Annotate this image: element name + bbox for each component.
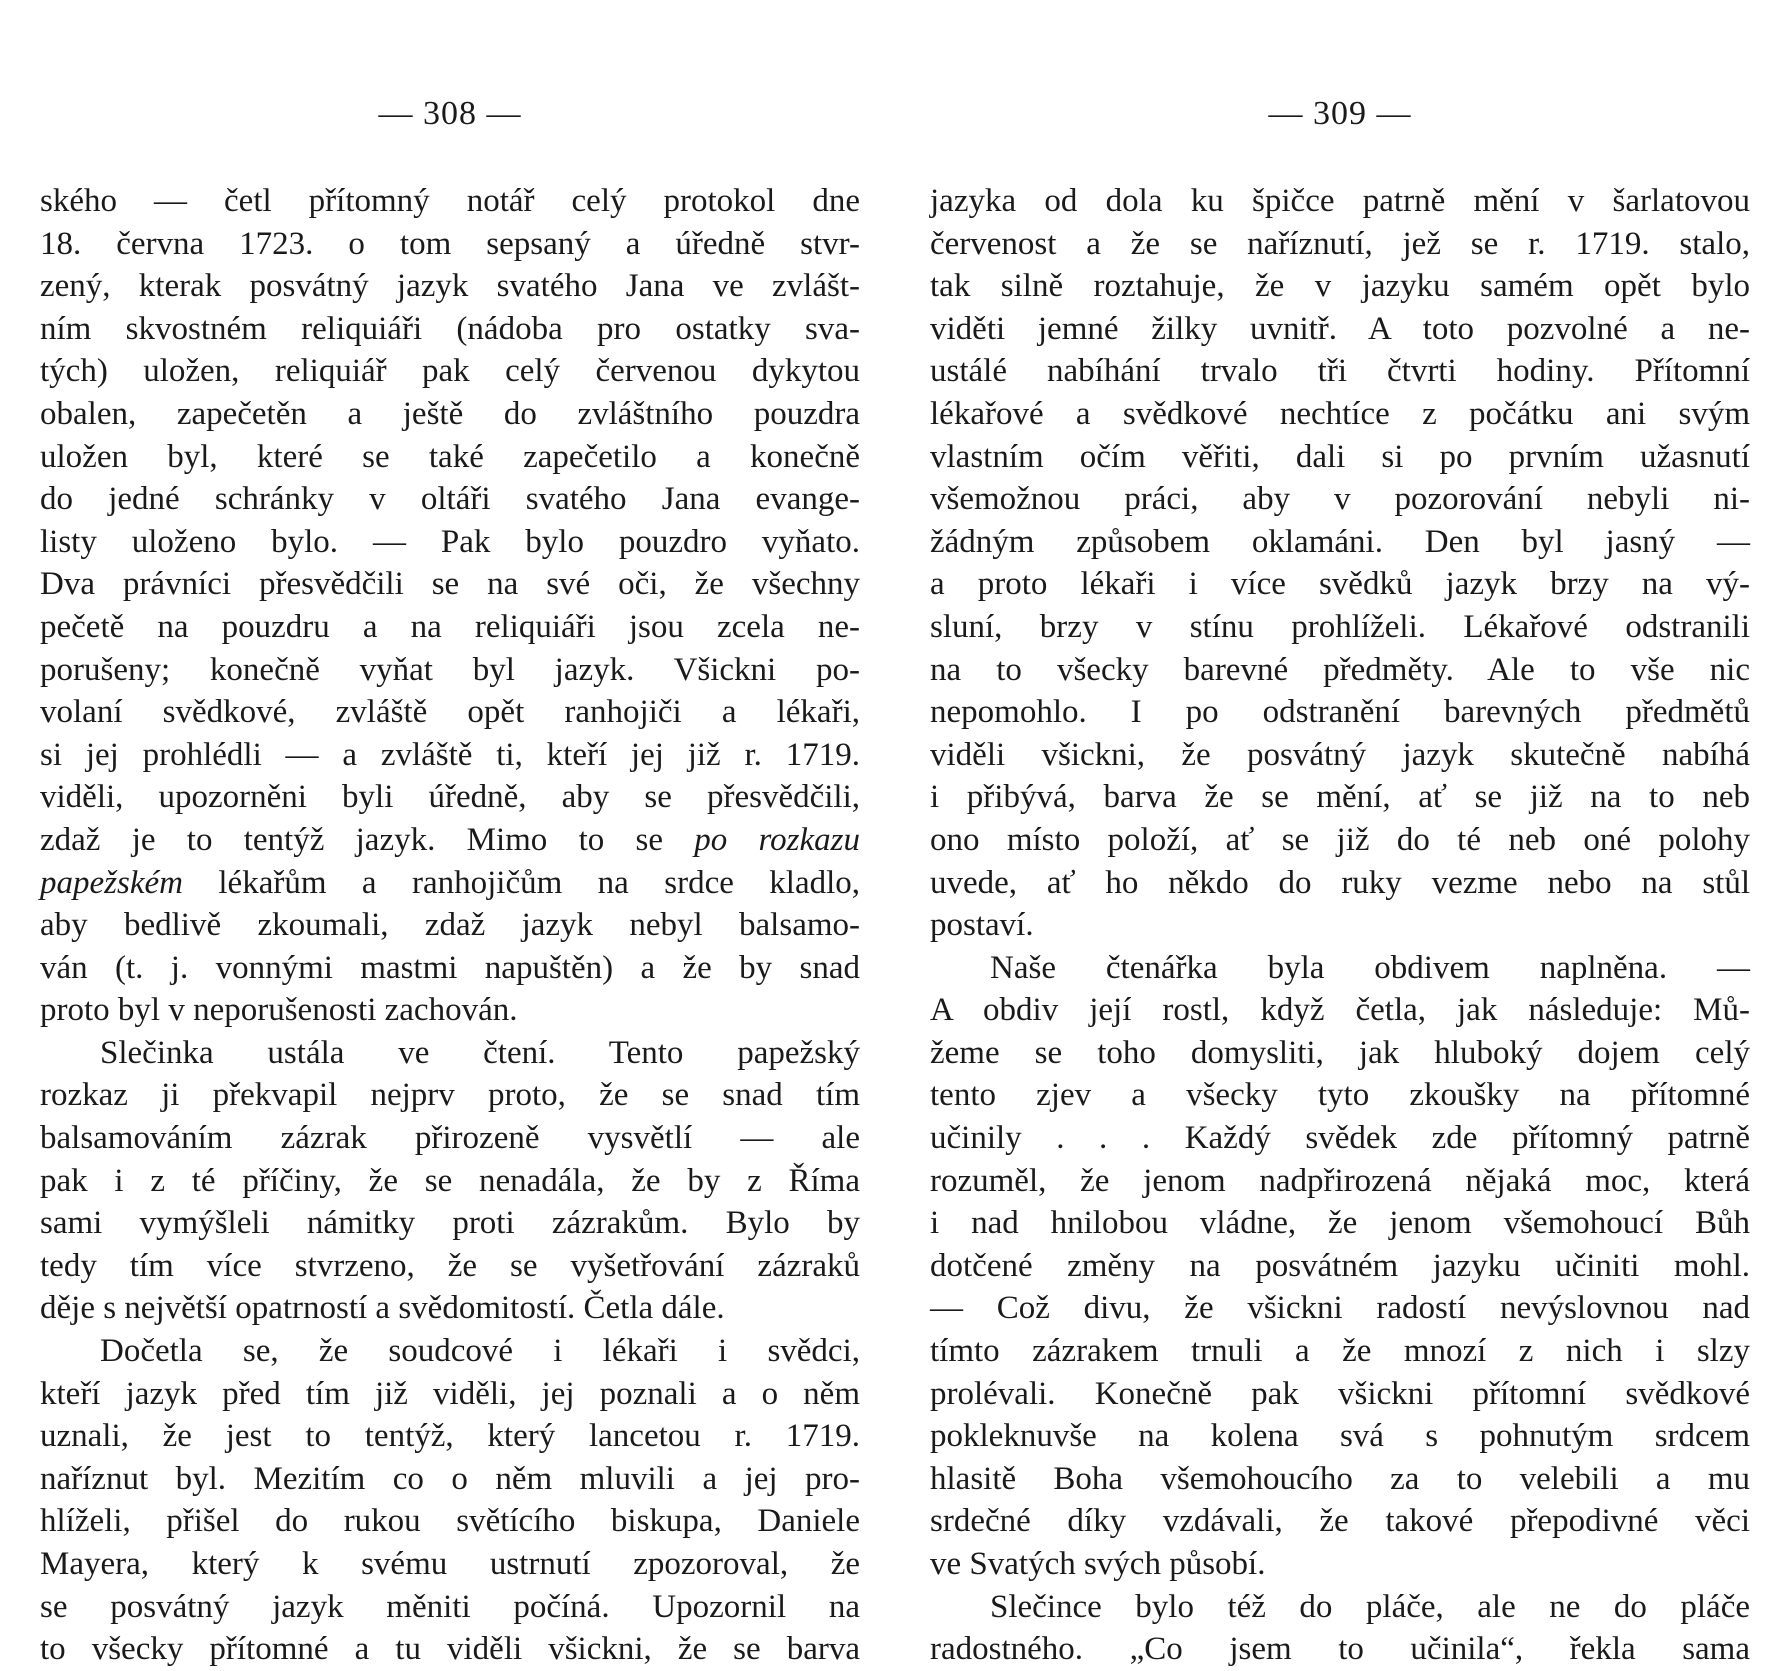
italic-phrase: papežském [40,864,183,901]
text-line: a proto lékaři i více svědků jazyk brzy na vý- [930,566,1750,603]
text-line: pokleknuvše na kolena svá s pohnutým srdcem [930,1418,1750,1455]
text-line: porušeny; konečně vyňat byl jazyk. Všickni po- [40,651,860,688]
text-line: proto byl v neporušenosti zachován. [40,992,518,1029]
text-line: 18. června 1723. o tom sepsaný a úředně stvr- [40,225,860,262]
text-line: jazyka od dola ku špičce patrně mění v šarlatovou [930,183,1750,219]
text-line: aby bedlivě zkoumali, zdaž jazyk nebyl balsamo- [40,907,860,944]
text-line: sami vymýšleli námitky proti zázrakům. Bylo by [40,1205,860,1242]
text-line: hlasitě Boha všemohoucího za to velebili a mu [930,1460,1750,1497]
text-line: pečetě na pouzdru a na reliquiáři jsou zcela ne- [40,608,860,645]
text-line: ním skvostném reliquiáři (nádoba pro ostatky sva- [40,310,860,347]
text-line: zený, kterak posvátný jazyk svatého Jana ve zvlášt- [40,268,860,305]
text-line-mixed [40,819,860,862]
page-number-309: — 309 — [1268,95,1412,132]
text-line: postaví. [930,907,1034,944]
text-line: uznali, že jest to tentýž, který lancetou r. 1719. [40,1418,860,1455]
text-line: na to všecky barevné předměty. Ale to vše nic [930,651,1750,688]
text-line: hlíželi, přišel do rukou světícího biskupa, Daniele [40,1503,860,1540]
text-line: sluní, brzy v stínu prohlíželi. Lékařové odstranili [930,608,1750,645]
left-page-text [40,180,860,1671]
page-number-308: — 308 — [378,95,522,132]
text-line: červenost a že se naříznutí, jež se r. 1719. stalo, [930,225,1750,262]
text-line: učinily . . . Každý svědek zde přítomný patrně [930,1120,1750,1157]
text-line: listy uloženo bylo. — Pak bylo pouzdro vyňato. [40,523,860,560]
text-line: tedy tím více stvrzeno, že se vyšetřování zázraků [40,1247,860,1284]
text-line: ve Svatých svých působí. [930,1546,1266,1582]
text-line: to všecky přítomné a tu viděli všickni, že se barva [40,1631,860,1668]
text-line: naříznut byl. Mezitím co o něm mluvili a jej pro- [40,1460,860,1497]
text-segment: lékařům a ranhojičům na srdce kladlo, [218,864,861,901]
text-line: balsamováním zázrak přirozeně vysvětlí — ale [40,1120,860,1157]
text-line: Dočetla se, že soudcové i lékaři i svědci, [100,1333,860,1370]
text-line: prolévali. Konečně pak všickni přítomní svědkové [930,1375,1750,1412]
text-line: uvede, ať ho někdo do ruky vezme nebo na stůl [930,864,1750,901]
text-line: děje s největší opatrností a svědomitostí. Četla dále. [40,1290,725,1327]
text-line: ono místo položí, ať se již do té neb oné polohy [930,821,1750,858]
text-line: viděli, upozorněni byli úředně, aby se přesvědčili, [40,779,860,816]
text-line: A obdiv její rostl, když četla, jak následuje: Mů- [930,992,1750,1029]
text-line: rozkaz ji překvapil nejprv proto, že se snad tím [40,1077,860,1114]
text-line: všemožnou práci, aby v pozorování nebyli ni- [930,481,1750,518]
text-line: viděli všickni, že posvátný jazyk skutečně nabíhá [930,736,1750,773]
text-line: si jej prohlédli — a zvláště ti, kteří jej již r. 1719. [40,736,860,773]
text-line: žeme se toho domysliti, jak hluboký dojem celý [930,1034,1750,1071]
text-line: viděti jemné žilky uvnitř. A toto pozvolné a ne- [930,310,1750,347]
text-line: tímto zázrakem trnuli a že mnozí z nich i slzy [930,1333,1750,1370]
text-line: — Což divu, že všickni radostí nevýslovnou nad [930,1290,1750,1327]
right-page-text [930,180,1750,1671]
text-line: ustálé nabíhání trvalo tři čtvrti hodiny. Přítomní [930,353,1750,390]
text-line: do jedné schránky v oltáři svatého Jana evange- [40,481,860,518]
text-line: Slečince bylo též do pláče, ale ne do pláče [990,1588,1750,1625]
text-line: se posvátný jazyk měniti počíná. Upozornil na [40,1588,860,1625]
text-line: Naše čtenářka byla obdivem naplněna. — [990,949,1750,986]
text-line: i nad hnilobou vládne, že jenom všemohoucí Bůh [930,1205,1750,1242]
left-page [40,92,860,1671]
text-line: obalen, zapečetěn a ještě do zvláštního pouzdra [40,395,860,432]
text-line: pak i z té příčiny, že se nenadála, že by z Říma [40,1162,860,1199]
italic-phrase: po rozkazu [694,821,861,858]
text-line: lékařové a svědkové nechtíce z počátku ani svým [930,395,1750,432]
right-page [930,92,1750,1671]
text-line: ského — četl přítomný notář celý protokol dne [40,183,860,219]
text-line: volaní svědkové, zvláště opět ranhojiči a lékaři, [40,694,860,731]
text-line: vlastním očím věřiti, dali si po prvním užasnutí [930,438,1750,475]
text-segment: zdaž je to tentýž jazyk. Mimo to se [40,821,695,858]
text-line: ván (t. j. vonnými mastmi napuštěn) a že by snad [40,949,860,986]
text-line: uložen byl, které se také zapečetilo a konečně [40,438,860,475]
text-line: i přibývá, barva že se mění, ať se již na to neb [930,779,1750,816]
text-line: Mayera, který k svému ustrnutí zpozoroval, že [40,1546,860,1582]
text-line: dotčené změny na posvátném jazyku učiniti mohl. [930,1247,1750,1284]
text-line-mixed [40,862,860,905]
text-line: kteří jazyk před tím již viděli, jej poznali a o něm [40,1375,860,1412]
text-line: Slečinka ustála ve čtení. Tento papežský [100,1034,860,1071]
text-line: rozuměl, že jenom nadpřirozená nějaká moc, která [930,1162,1750,1199]
text-line: žádným způsobem oklamáni. Den byl jasný — [930,523,1750,560]
text-line: nepomohlo. I po odstranění barevných předmětů [930,694,1750,731]
text-line: srdečné díky vzdávali, že takové přepodivné věci [930,1503,1750,1540]
text-line: radostného. „Co jsem to učinila“, řekla sama [930,1631,1750,1668]
text-line: Dva právníci přesvědčili se na své oči, že všechny [40,566,860,603]
text-line: tento zjev a všecky tyto zkoušky na přítomné [930,1077,1750,1114]
text-line: tak silně roztahuje, že v jazyku samém opět bylo [930,268,1750,305]
text-line: tých) uložen, reliquiář pak celý červenou dykytou [40,353,860,390]
